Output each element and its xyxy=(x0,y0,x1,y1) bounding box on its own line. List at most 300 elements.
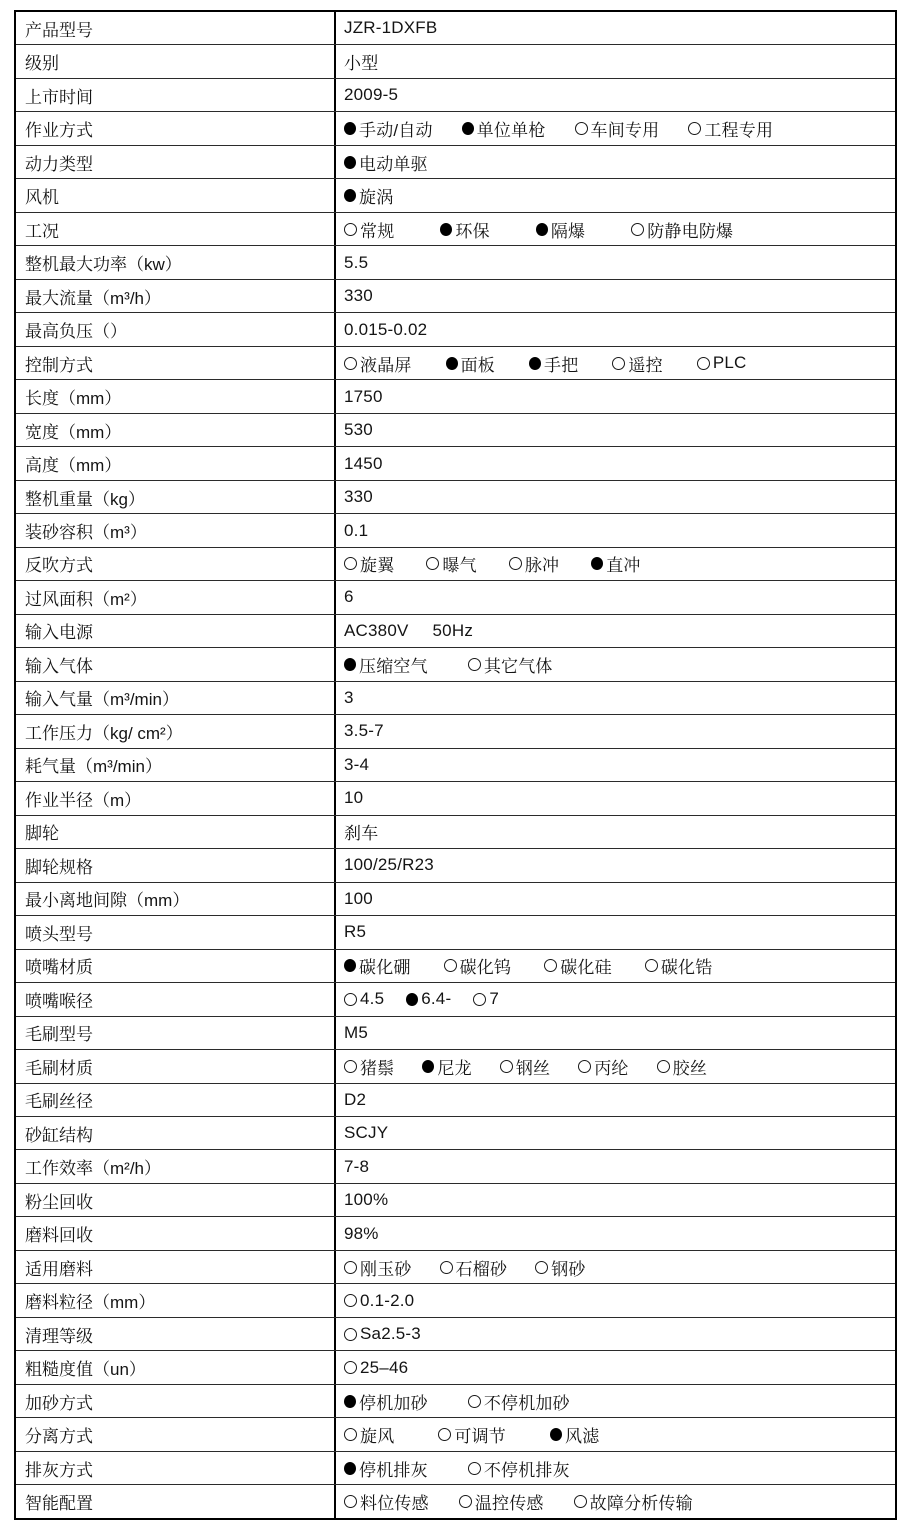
spec-value xyxy=(336,1284,895,1316)
radio-empty-icon xyxy=(688,122,701,135)
radio-filled-icon xyxy=(536,223,548,236)
spec-value xyxy=(336,1084,895,1116)
table-row xyxy=(16,848,895,881)
option-text: 旋涡 xyxy=(359,188,394,208)
table-row xyxy=(16,1451,895,1484)
table-row xyxy=(16,1350,895,1383)
radio-empty-icon xyxy=(578,1060,591,1073)
table-row xyxy=(16,580,895,613)
spec-label: 排灰方式 xyxy=(16,1452,336,1484)
option-text: 单位单枪 xyxy=(476,121,546,141)
table-row xyxy=(16,915,895,948)
spec-option xyxy=(440,1255,508,1280)
radio-empty-icon xyxy=(444,959,457,972)
radio-filled-icon xyxy=(529,357,541,370)
radio-empty-icon xyxy=(575,122,588,135)
option-text: 100 xyxy=(344,888,373,908)
option-text: 故障分析传输 xyxy=(589,1494,693,1514)
spec-option xyxy=(440,217,489,242)
option-text: Sa2.5-3 xyxy=(360,1324,421,1344)
value-text xyxy=(344,521,368,541)
spec-option xyxy=(459,1489,544,1514)
option-text: 6 xyxy=(344,587,354,607)
option-text: D2 xyxy=(344,1089,367,1109)
spec-value xyxy=(336,12,895,44)
radio-empty-icon xyxy=(344,1361,357,1374)
radio-empty-icon xyxy=(574,1495,587,1508)
spec-label: 工作效率（m²/h） xyxy=(16,1150,336,1182)
value-text xyxy=(344,788,363,808)
spec-option xyxy=(468,652,553,677)
option-text: 1450 xyxy=(344,453,383,473)
option-text: 石榴砂 xyxy=(455,1259,508,1279)
spec-label: 脚轮 xyxy=(16,816,336,848)
radio-filled-icon xyxy=(406,993,418,1006)
radio-filled-icon xyxy=(344,189,356,202)
spec-label: 智能配置 xyxy=(16,1485,336,1517)
option-text: 100% xyxy=(344,1190,389,1210)
spec-value xyxy=(336,79,895,111)
spec-label: 反吹方式 xyxy=(16,548,336,580)
spec-option xyxy=(344,1255,412,1280)
spec-value xyxy=(336,581,895,613)
spec-option xyxy=(344,1358,408,1378)
spec-option xyxy=(468,1389,570,1414)
option-text: 钢砂 xyxy=(551,1259,586,1279)
value-text xyxy=(344,18,437,38)
option-text: 可调节 xyxy=(454,1427,507,1447)
spec-value xyxy=(336,1017,895,1049)
spec-label: 整机最大功率（kw） xyxy=(16,246,336,278)
spec-value xyxy=(336,849,895,881)
option-text: 工程专用 xyxy=(704,121,774,141)
table-row xyxy=(16,647,895,680)
value-text xyxy=(344,387,383,407)
option-text: 碳化硼 xyxy=(359,958,411,978)
radio-empty-icon xyxy=(509,557,522,570)
option-text: 尼龙 xyxy=(437,1058,472,1078)
spec-label: 最小离地间隙（mm） xyxy=(16,883,336,915)
radio-filled-icon xyxy=(591,557,603,570)
spec-label: 喷嘴喉径 xyxy=(16,983,336,1015)
option-text: 碳化锆 xyxy=(660,958,713,978)
spec-value xyxy=(336,682,895,714)
value-text xyxy=(344,286,373,306)
spec-label: 风机 xyxy=(16,179,336,211)
spec-value xyxy=(336,1117,895,1149)
spec-option xyxy=(574,1489,693,1514)
option-text: 曝气 xyxy=(442,556,477,576)
spec-option xyxy=(544,953,612,978)
value-text xyxy=(344,922,366,942)
value-text xyxy=(344,889,373,909)
spec-label: 最大流量（m³/h） xyxy=(16,280,336,312)
radio-empty-icon xyxy=(468,1462,481,1475)
option-text: 猪鬃 xyxy=(360,1058,395,1078)
table-row xyxy=(16,1083,895,1116)
value-text xyxy=(344,1157,369,1177)
spec-option xyxy=(344,1456,428,1481)
spec-label: 毛刷材质 xyxy=(16,1050,336,1082)
table-row xyxy=(16,178,895,211)
value-text xyxy=(344,1224,379,1244)
spec-label: 毛刷型号 xyxy=(16,1017,336,1049)
option-text: 碳化钨 xyxy=(459,958,512,978)
option-text: 环保 xyxy=(455,221,490,241)
spec-label: 最高负压（） xyxy=(16,313,336,345)
value-text xyxy=(344,855,434,875)
spec-label: 工作压力（kg/ cm²） xyxy=(16,715,336,747)
spec-value xyxy=(336,112,895,144)
radio-empty-icon xyxy=(344,223,357,236)
option-text: 防静电防爆 xyxy=(647,221,734,241)
spec-option xyxy=(575,116,660,141)
spec-option xyxy=(344,116,433,141)
spec-option xyxy=(344,217,394,242)
radio-empty-icon xyxy=(459,1495,472,1508)
spec-label: 动力类型 xyxy=(16,146,336,178)
option-text: 刚玉砂 xyxy=(360,1259,412,1279)
radio-empty-icon xyxy=(344,1060,357,1073)
spec-value xyxy=(336,816,895,848)
spec-option xyxy=(344,989,384,1009)
option-text: 不停机排灰 xyxy=(483,1460,570,1480)
spec-option xyxy=(344,1389,428,1414)
product-spec-table xyxy=(14,10,897,1520)
spec-option xyxy=(344,150,428,175)
table-row xyxy=(16,781,895,814)
spec-option xyxy=(344,1489,429,1514)
spec-option xyxy=(550,1422,599,1447)
radio-empty-icon xyxy=(645,959,658,972)
option-text: R5 xyxy=(344,922,367,942)
option-text: 钢丝 xyxy=(515,1058,551,1078)
table-row xyxy=(16,1216,895,1249)
radio-filled-icon xyxy=(344,156,356,169)
option-text: 不停机加砂 xyxy=(483,1393,570,1413)
spec-option xyxy=(344,652,428,677)
radio-filled-icon xyxy=(344,1395,356,1408)
option-text: 5.5 xyxy=(344,252,369,272)
spec-value xyxy=(336,1485,895,1517)
spec-option xyxy=(344,1422,394,1447)
spec-value xyxy=(336,380,895,412)
option-text: 6.4- xyxy=(421,989,452,1009)
table-row xyxy=(16,346,895,379)
table-row xyxy=(16,44,895,77)
radio-empty-icon xyxy=(438,1428,451,1441)
table-row xyxy=(16,1317,895,1350)
option-text: 7-8 xyxy=(344,1156,370,1176)
spec-label: 输入气体 xyxy=(16,648,336,680)
table-row xyxy=(16,12,895,44)
option-text: 刹车 xyxy=(344,824,379,844)
radio-empty-icon xyxy=(544,959,557,972)
option-text: M5 xyxy=(344,1022,369,1042)
table-row xyxy=(16,1016,895,1049)
spec-value xyxy=(336,1418,895,1450)
spec-option xyxy=(468,1456,570,1481)
spec-label: 整机重量（kg） xyxy=(16,481,336,513)
spec-value xyxy=(336,414,895,446)
option-text: 4.5 xyxy=(360,989,385,1009)
radio-empty-icon xyxy=(631,223,644,236)
table-row xyxy=(16,379,895,412)
spec-option xyxy=(500,1054,550,1079)
option-text: AC380V xyxy=(344,620,409,640)
spec-label: 产品型号 xyxy=(16,12,336,44)
spec-value xyxy=(336,749,895,781)
spec-option xyxy=(529,351,578,376)
value-text xyxy=(344,85,398,105)
table-row xyxy=(16,212,895,245)
option-text: 丙纶 xyxy=(594,1058,629,1078)
value-text xyxy=(433,621,474,641)
spec-label: 级别 xyxy=(16,45,336,77)
spec-label: 粉尘回收 xyxy=(16,1184,336,1216)
radio-empty-icon xyxy=(612,357,625,370)
spec-label: 适用磨料 xyxy=(16,1251,336,1283)
spec-option xyxy=(631,217,733,242)
option-text: 25–46 xyxy=(360,1357,409,1377)
spec-option xyxy=(422,1054,471,1079)
spec-value xyxy=(336,715,895,747)
spec-option xyxy=(406,989,451,1009)
spec-option xyxy=(535,1255,585,1280)
spec-option xyxy=(438,1422,506,1447)
option-text: SCJY xyxy=(344,1123,389,1143)
value-text xyxy=(344,721,384,741)
spec-value xyxy=(336,447,895,479)
table-row xyxy=(16,982,895,1015)
option-text: 料位传感 xyxy=(360,1494,429,1514)
radio-empty-icon xyxy=(500,1060,513,1073)
option-text: 旋翼 xyxy=(360,556,395,576)
table-row xyxy=(16,1049,895,1082)
spec-label: 砂缸结构 xyxy=(16,1117,336,1149)
option-text: 3-4 xyxy=(344,754,370,774)
table-row xyxy=(16,413,895,446)
radio-empty-icon xyxy=(344,1261,357,1274)
radio-empty-icon xyxy=(344,1495,357,1508)
spec-value xyxy=(336,514,895,546)
spec-label: 清理等级 xyxy=(16,1318,336,1350)
radio-filled-icon xyxy=(344,1462,356,1475)
spec-label: 输入电源 xyxy=(16,615,336,647)
radio-empty-icon xyxy=(657,1060,670,1073)
option-text: 温控传感 xyxy=(474,1494,544,1514)
radio-empty-icon xyxy=(473,993,486,1006)
spec-value xyxy=(336,548,895,580)
option-text: 330 xyxy=(344,286,373,306)
option-text: 小型 xyxy=(344,54,379,74)
value-text xyxy=(344,819,378,844)
spec-value xyxy=(336,615,895,647)
table-row xyxy=(16,1149,895,1182)
spec-value xyxy=(336,146,895,178)
spec-label: 脚轮规格 xyxy=(16,849,336,881)
spec-label: 分离方式 xyxy=(16,1418,336,1450)
spec-label: 过风面积（m²） xyxy=(16,581,336,613)
table-row xyxy=(16,111,895,144)
option-text: 手动/自动 xyxy=(359,121,433,141)
option-text: 脉冲 xyxy=(524,556,560,576)
table-row xyxy=(16,480,895,513)
spec-option xyxy=(344,551,394,576)
spec-value xyxy=(336,983,895,1015)
table-row xyxy=(16,614,895,647)
spec-label: 磨料粒径（mm） xyxy=(16,1284,336,1316)
option-text: 常规 xyxy=(360,221,395,241)
table-row xyxy=(16,547,895,580)
radio-empty-icon xyxy=(468,658,481,671)
radio-filled-icon xyxy=(344,122,356,135)
option-text: JZR-1DXFB xyxy=(344,18,438,38)
value-text xyxy=(344,755,369,775)
spec-label: 工况 xyxy=(16,213,336,245)
radio-empty-icon xyxy=(344,557,357,570)
option-text: 530 xyxy=(344,420,373,440)
radio-empty-icon xyxy=(344,1428,357,1441)
option-text: 3 xyxy=(344,687,354,707)
spec-value xyxy=(336,950,895,982)
spec-option xyxy=(688,116,773,141)
option-text: 0.1 xyxy=(344,520,369,540)
spec-value xyxy=(336,481,895,513)
option-text: 面板 xyxy=(460,355,496,375)
spec-option xyxy=(591,551,640,576)
spec-value xyxy=(336,1217,895,1249)
option-text: 100/25/R23 xyxy=(344,855,434,875)
option-text: 电动单驱 xyxy=(359,154,428,174)
spec-label: 宽度（mm） xyxy=(16,414,336,446)
spec-value xyxy=(336,782,895,814)
table-row xyxy=(16,1283,895,1316)
spec-option xyxy=(509,551,559,576)
table-row xyxy=(16,513,895,546)
spec-value xyxy=(336,1251,895,1283)
spec-label: 耗气量（m³/min） xyxy=(16,749,336,781)
option-text: 0.1-2.0 xyxy=(360,1290,415,1310)
value-text xyxy=(344,487,373,507)
table-row xyxy=(16,1250,895,1283)
spec-value xyxy=(336,648,895,680)
table-row xyxy=(16,279,895,312)
spec-label: 粗糙度值（un） xyxy=(16,1351,336,1383)
radio-empty-icon xyxy=(426,557,439,570)
spec-value xyxy=(336,280,895,312)
option-text: 液晶屏 xyxy=(360,355,412,375)
option-text: 98% xyxy=(344,1223,379,1243)
spec-value xyxy=(336,1452,895,1484)
table-row xyxy=(16,245,895,278)
option-text: 7 xyxy=(489,989,499,1009)
spec-label: 作业半径（m） xyxy=(16,782,336,814)
spec-value xyxy=(336,1351,895,1383)
value-text xyxy=(344,621,409,641)
spec-option xyxy=(344,1291,414,1311)
option-text: 旋风 xyxy=(360,1427,395,1447)
table-row xyxy=(16,1116,895,1149)
table-row xyxy=(16,1417,895,1450)
spec-value xyxy=(336,45,895,77)
spec-option xyxy=(426,551,476,576)
option-text: PLC xyxy=(712,353,747,373)
radio-filled-icon xyxy=(440,223,452,236)
option-text: 330 xyxy=(344,487,373,507)
spec-label: 喷头型号 xyxy=(16,916,336,948)
spec-label: 磨料回收 xyxy=(16,1217,336,1249)
option-text: 10 xyxy=(344,788,364,808)
spec-label: 毛刷丝径 xyxy=(16,1084,336,1116)
radio-filled-icon xyxy=(344,959,356,972)
spec-label: 上市时间 xyxy=(16,79,336,111)
table-row xyxy=(16,312,895,345)
spec-option xyxy=(344,351,412,376)
spec-label: 喷嘴材质 xyxy=(16,950,336,982)
spec-value xyxy=(336,347,895,379)
radio-filled-icon xyxy=(344,658,356,671)
option-text: 3.5-7 xyxy=(344,721,384,741)
table-row xyxy=(16,1484,895,1517)
table-row xyxy=(16,882,895,915)
spec-label: 控制方式 xyxy=(16,347,336,379)
radio-empty-icon xyxy=(697,357,710,370)
option-text: 隔爆 xyxy=(550,221,586,241)
option-text: 胶丝 xyxy=(672,1058,708,1078)
spec-value xyxy=(336,883,895,915)
radio-filled-icon xyxy=(462,122,474,135)
option-text: 风滤 xyxy=(565,1427,600,1447)
value-text xyxy=(344,1023,368,1043)
option-text: 压缩空气 xyxy=(359,656,428,676)
spec-value xyxy=(336,1318,895,1350)
spec-option xyxy=(344,953,411,978)
spec-value xyxy=(336,213,895,245)
option-text: 停机加砂 xyxy=(359,1393,428,1413)
option-text: 1750 xyxy=(344,386,383,406)
spec-option xyxy=(697,353,747,373)
spec-value xyxy=(336,1050,895,1082)
option-text: 碳化硅 xyxy=(560,958,612,978)
spec-option xyxy=(344,1324,421,1344)
spec-option xyxy=(344,1054,394,1079)
spec-option xyxy=(612,351,662,376)
table-row xyxy=(16,681,895,714)
spec-label: 作业方式 xyxy=(16,112,336,144)
spec-label: 装砂容积（m³） xyxy=(16,514,336,546)
spec-value xyxy=(336,246,895,278)
value-text xyxy=(344,320,427,340)
spec-value xyxy=(336,1150,895,1182)
value-text xyxy=(344,454,383,474)
radio-filled-icon xyxy=(422,1060,434,1073)
spec-value xyxy=(336,313,895,345)
value-text xyxy=(344,1190,388,1210)
spec-value xyxy=(336,916,895,948)
spec-option xyxy=(645,953,713,978)
radio-filled-icon xyxy=(446,357,458,370)
table-row xyxy=(16,78,895,111)
radio-filled-icon xyxy=(550,1428,562,1441)
value-text xyxy=(344,1090,366,1110)
spec-option xyxy=(657,1054,707,1079)
table-row xyxy=(16,815,895,848)
spec-option xyxy=(446,351,495,376)
option-text: 2009-5 xyxy=(344,85,399,105)
value-text xyxy=(344,420,373,440)
spec-option xyxy=(578,1054,628,1079)
